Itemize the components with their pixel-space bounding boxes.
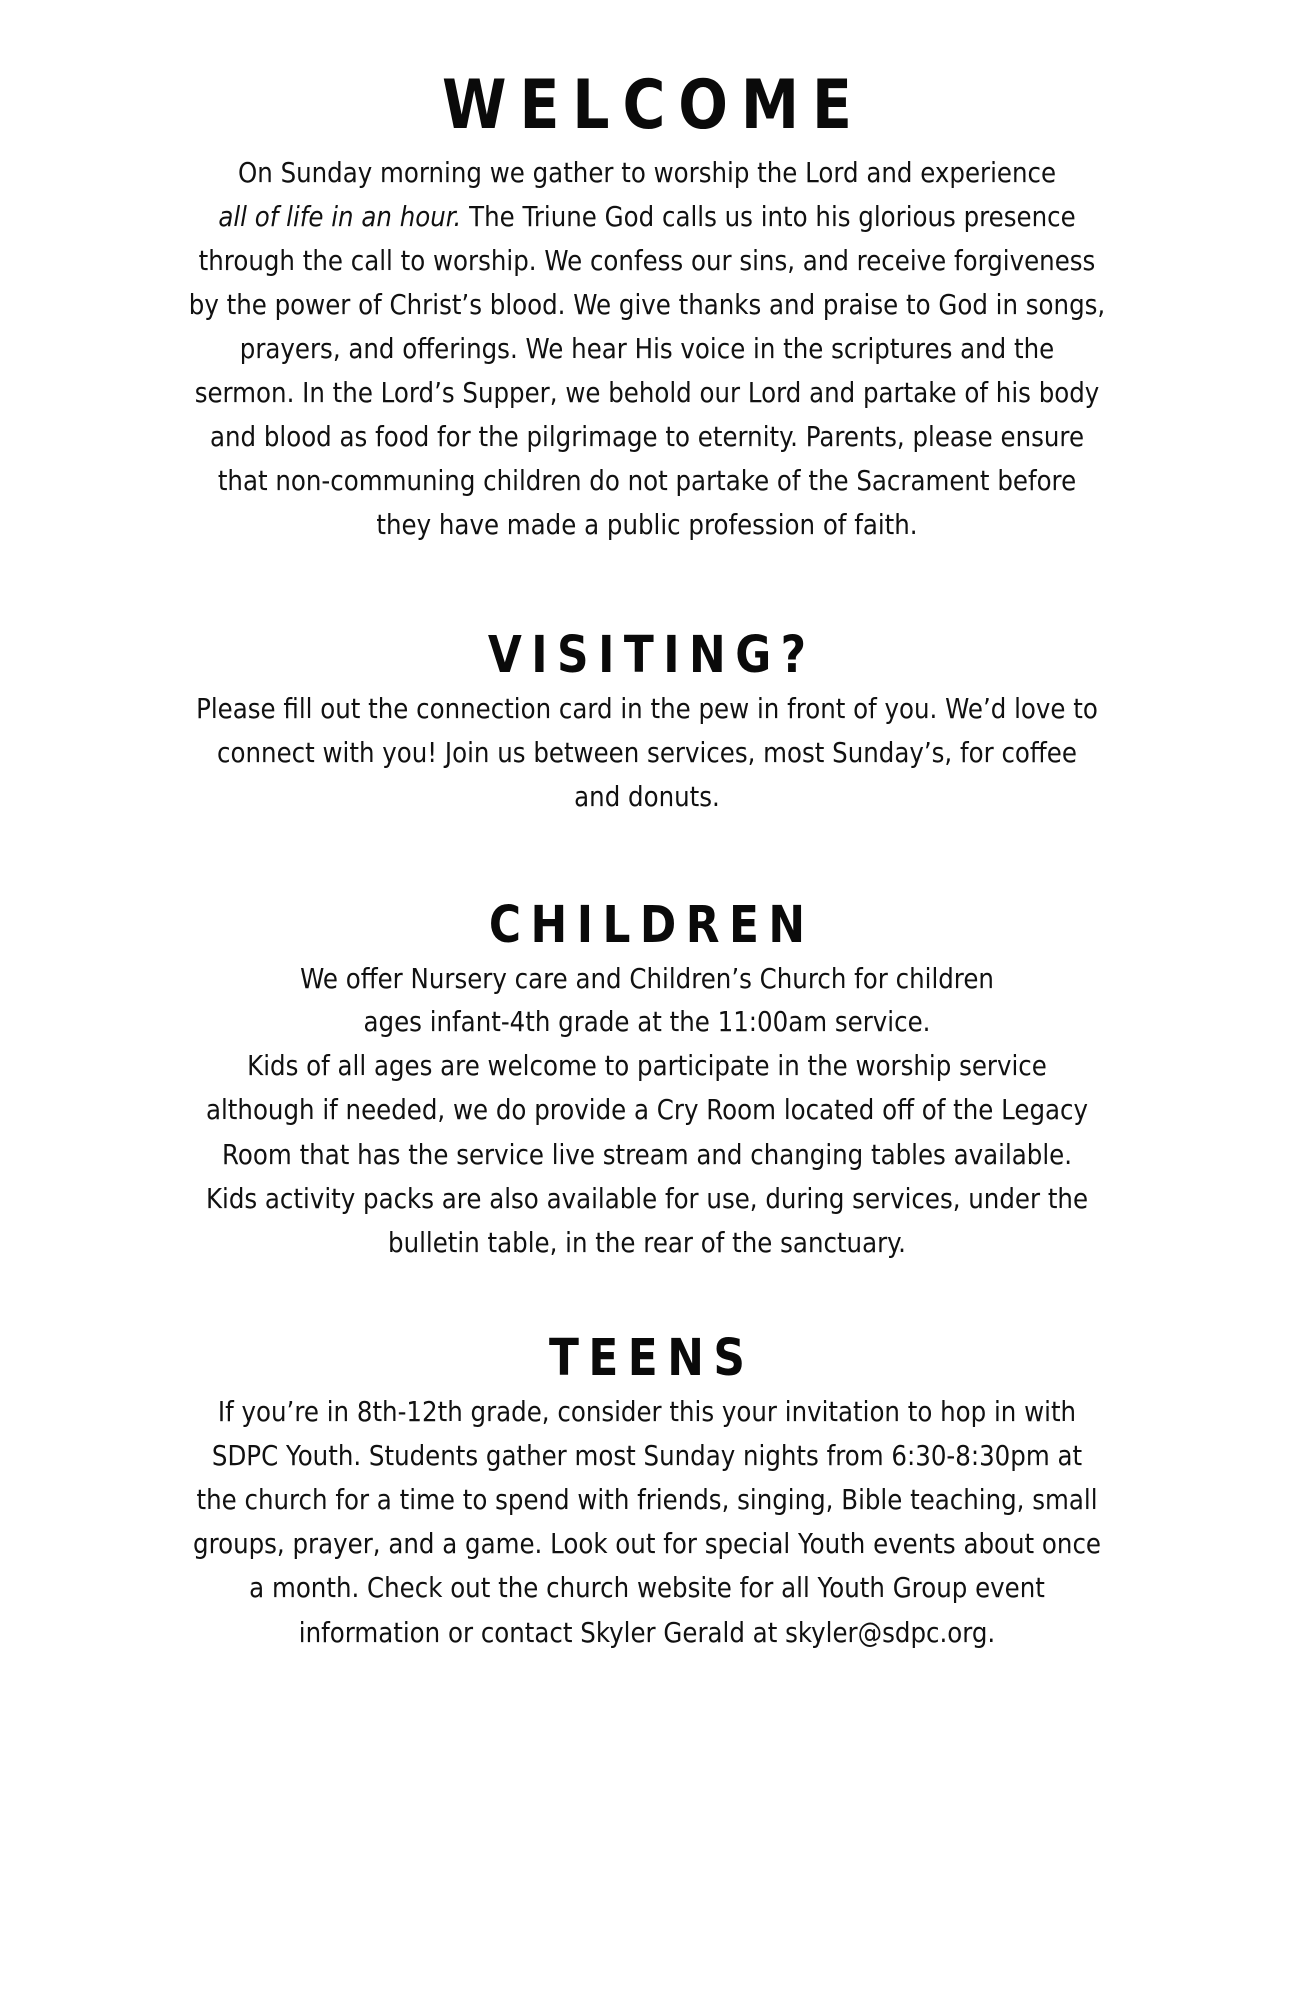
text-run: connect with you! Join us between services, most Sunday’s, for coffee xyxy=(217,736,1077,769)
body-text-line xyxy=(81,781,1213,813)
body-text-line xyxy=(81,289,1213,321)
body-text-line xyxy=(81,465,1213,497)
section-heading-visiting: VISITING? xyxy=(487,626,816,685)
text-run: through the call to worship. We confess our sins, and receive forgiveness xyxy=(198,244,1096,277)
body-text-line xyxy=(81,1139,1213,1171)
section-heading-children: CHILDREN xyxy=(488,896,815,955)
body-text-line xyxy=(81,1396,1213,1428)
text-run: the church for a time to spend with friends, singing, Bible teaching, small xyxy=(196,1483,1098,1516)
body-text-line xyxy=(81,421,1213,453)
text-run: groups, prayer, and a game. Look out for special Youth events about once xyxy=(193,1527,1101,1560)
text-run: We offer Nursery care and Children’s Church for children xyxy=(300,962,994,995)
text-run: and donuts. xyxy=(574,780,720,813)
body-text-line xyxy=(81,1528,1213,1560)
body-text-line xyxy=(81,245,1213,277)
section-heading-welcome: WELCOME xyxy=(442,66,865,145)
text-run: Room that has the service live stream and changing tables available. xyxy=(222,1138,1072,1171)
text-run: by the power of Christ’s blood. We give thanks and praise to God in songs, xyxy=(188,288,1106,321)
body-text-line xyxy=(81,963,1213,995)
text-run: On Sunday morning we gather to worship the Lord and experience xyxy=(237,156,1057,189)
text-run: prayers, and offerings. We hear His voice in the scriptures and the xyxy=(239,332,1055,365)
text-run: If you’re in 8th-12th grade, consider this your invitation to hop in with xyxy=(217,1395,1077,1428)
text-run: ages infant-4th grade at the 11:00am service. xyxy=(363,1005,931,1038)
text-run: that non-communing children do not partake of the Sacrament before xyxy=(217,464,1077,497)
body-text-line xyxy=(81,201,1213,233)
text-run: they have made a public profession of faith. xyxy=(376,508,918,541)
body-text-line xyxy=(81,1572,1213,1604)
text-run: sermon. In the Lord’s Supper, we behold our Lord and partake of his body xyxy=(194,376,1100,409)
text-run: a month. Check out the church website for all Youth Group event xyxy=(249,1571,1045,1604)
text-run: The Triune God calls us into his glorious presence xyxy=(461,200,1076,233)
text-run: Kids activity packs are also available for use, during services, under the xyxy=(205,1182,1089,1215)
section-heading-teens: TEENS xyxy=(549,1329,755,1388)
text-run: Kids of all ages are welcome to participate in the worship service xyxy=(247,1049,1047,1082)
text-run: SDPC Youth. Students gather most Sunday nights from 6:30-8:30pm at xyxy=(211,1439,1083,1472)
text-run: bulletin table, in the rear of the sanctuary. xyxy=(388,1226,906,1259)
body-text-line xyxy=(81,157,1213,189)
body-text-line xyxy=(81,509,1213,541)
body-text-line xyxy=(81,693,1213,725)
body-text-line xyxy=(81,1006,1213,1038)
body-text-line xyxy=(81,737,1213,769)
body-text-line xyxy=(81,1094,1213,1126)
body-text-line xyxy=(81,333,1213,365)
text-run: information or contact Skyler Gerald at skyler@sdpc.org. xyxy=(298,1616,996,1649)
body-text-line xyxy=(81,1440,1213,1472)
body-text-line xyxy=(81,1227,1213,1259)
text-run: although if needed, we do provide a Cry Room located off of the Legacy xyxy=(205,1093,1088,1126)
body-text-line xyxy=(81,377,1213,409)
body-text-line xyxy=(81,1617,1213,1649)
text-run: Please fill out the connection card in the pew in front of you. We’d love to xyxy=(196,692,1098,725)
body-text-line xyxy=(81,1183,1213,1215)
text-run: and blood as food for the pilgrimage to eternity. Parents, please ensure xyxy=(209,420,1085,453)
body-text-line xyxy=(81,1050,1213,1082)
italic-text: all of life in an hour. xyxy=(218,200,462,233)
body-text-line xyxy=(81,1484,1213,1516)
